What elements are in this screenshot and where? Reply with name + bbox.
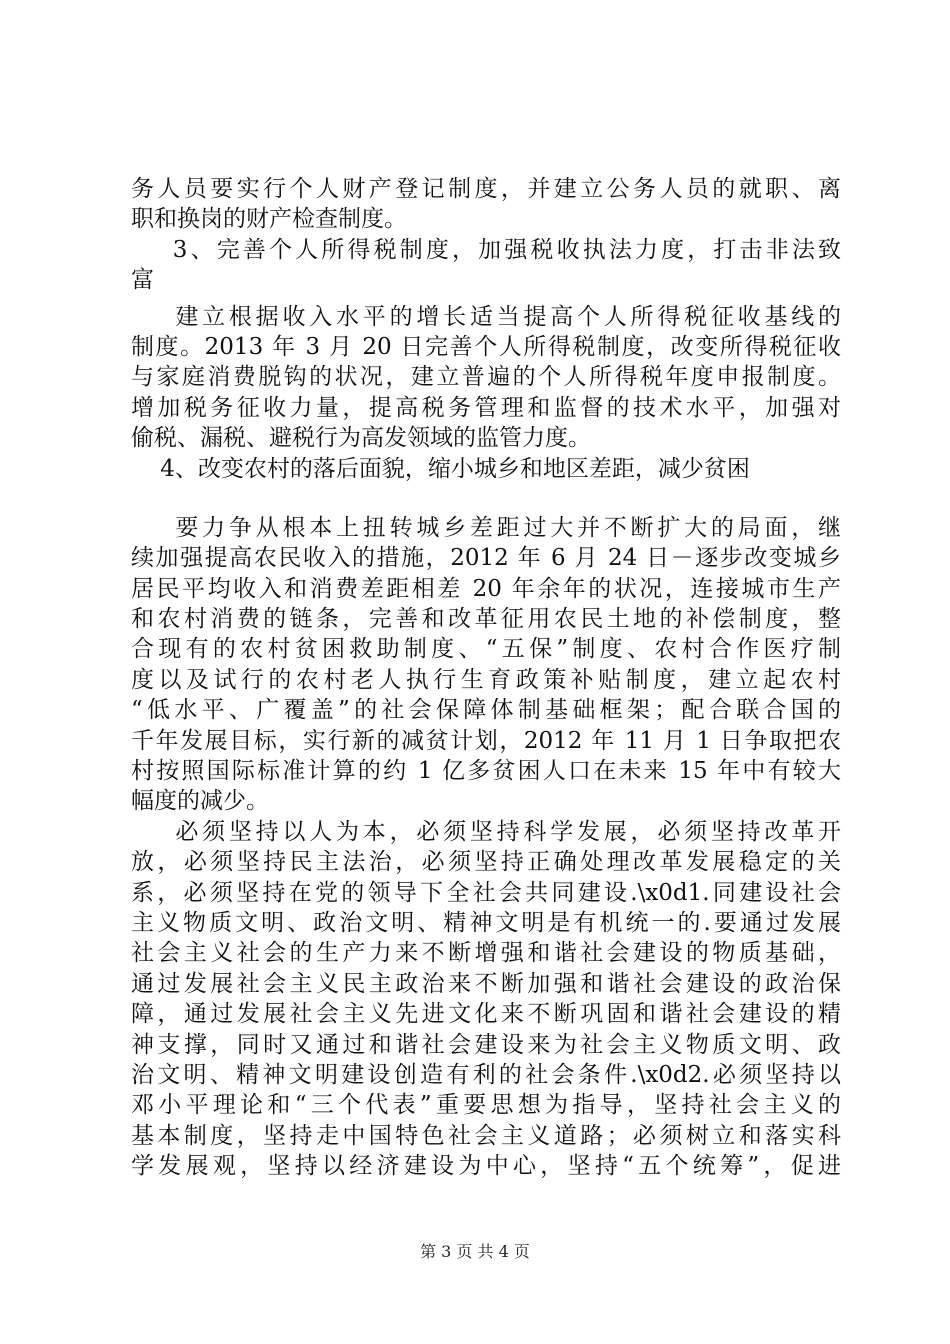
text-line: 系，必须坚持在党的领导下全社会共同建设.\x0d1.同建设社会 [131, 879, 841, 906]
text-line: 邓小平理论和“三个代表”重要思想为指导，坚持社会主义的 [131, 1092, 841, 1119]
paragraph [131, 174, 841, 235]
text-line: 神支撑，同时又通过和谐社会建设来为社会主义物质文明、政 [131, 1031, 841, 1058]
text-line: 要力争从根本上扭转城乡差距过大并不断扩大的局面，继 [131, 514, 841, 541]
text-line: 居民平均收入和消费差距相差 20 年余年的状况，连接城市生产 [131, 575, 841, 602]
text-line: 学发展观，坚持以经济建设为中心，坚持“五个统筹”，促进 [131, 1153, 841, 1180]
text-line: 建立根据收入水平的增长适当提高个人所得税征收基线的 [131, 303, 841, 330]
text-line: 障，通过发展社会主义先进文化来不断巩固和谐社会建设的精 [131, 1001, 841, 1028]
text-line: 治文明、精神文明建设创造有利的社会条件.\x0d2.必须坚持以 [131, 1061, 841, 1088]
text-line: 3、完善个人所得税制度，加强税收执法力度，打击非法致 [131, 236, 841, 263]
text-line: 合现有的农村贫困救助制度、“五保”制度、农村合作医疗制 [131, 636, 841, 663]
text-line: 与家庭消费脱钩的状况，建立普遍的个人所得税年度申报制度。 [131, 364, 841, 391]
text-line: 放，必须坚持民主法治，必须坚持正确处理改革发展稳定的关 [131, 849, 841, 876]
text-line: 续加强提高农民收入的措施，2012 年 6 月 24 日－逐步改变城乡 [131, 545, 841, 572]
text-line: 制度。2013 年 3 月 20 日完善个人所得税制度，改变所得税征收 [131, 333, 841, 360]
text-line: 4、改变农村的落后面貌，缩小城乡和地区差距，减少贫困 [131, 455, 750, 482]
text-line: 增加税务征收力量，提高税务管理和监督的技术水平，加强对 [131, 394, 841, 421]
text-line: 村按照国际标准计算的约 1 亿多贫困人口在未来 15 年中有较大 [131, 758, 841, 785]
section-heading [131, 454, 841, 484]
text-line: 偷税、漏税、避税行为高发领域的监管力度。 [131, 425, 591, 452]
text-line: 和农村消费的链条，完善和改革征用农民土地的补偿制度，整 [131, 606, 841, 633]
text-line: 必须坚持以人为本，必须坚持科学发展，必须坚持改革开 [131, 818, 841, 845]
text-line: 基本制度，坚持走中国特色社会主义道路；必须树立和落实科 [131, 1122, 841, 1149]
text-line: 通过发展社会主义民主政治来不断加强和谐社会建设的政治保 [131, 970, 841, 997]
document-body [131, 174, 841, 1182]
paragraph [131, 513, 841, 817]
text-line: 幅度的减少。 [131, 788, 269, 815]
text-line: “低水平、广覆盖”的社会保障体制基础框架；配合联合国的 [131, 697, 841, 724]
paragraph [131, 817, 841, 1182]
page-footer: 第 3 页 共 4 页 [420, 1242, 530, 1261]
text-line: 富 [131, 267, 154, 294]
paragraph [131, 302, 841, 454]
blank-line [131, 484, 841, 513]
section-heading [131, 235, 841, 296]
text-line: 主义物质文明、政治文明、精神文明是有机统一的.要通过发展 [131, 909, 841, 936]
text-line: 社会主义社会的生产力来不断增强和谐社会建设的物质基础， [131, 940, 841, 967]
text-line: 千年发展目标，实行新的减贫计划，2012 年 11 月 1 日争取把农 [131, 727, 841, 754]
text-line: 务人员要实行个人财产登记制度，并建立公务人员的就职、离 [131, 176, 841, 202]
text-line: 职和换岗的财产检查制度。 [131, 206, 407, 233]
text-line: 度以及试行的农村老人执行生育政策补贴制度，建立起农村 [131, 666, 841, 693]
